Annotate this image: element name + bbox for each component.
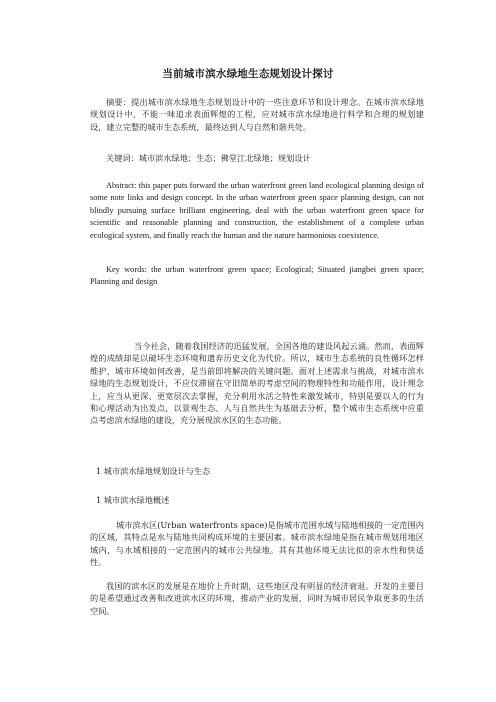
abstract-en: Abstract: this paper puts forward the urban waterfront green land ecological planning design of some note links and design concept. In the urban waterfront green space planning design, can not blindly pursuing surface brilliant engineering, deal with the urban waterfront green space for scientific and reasonable planning and construction, the establishment of a complete urban ecological system, and finally reach the human and the nature harmonious coexistence. xyxy=(90,181,424,240)
keywords-en: Key words: the urban waterfront green space; Ecological; Situated jiangbei green space; Planning and design xyxy=(90,265,424,287)
body-paragraph-1: 城市滨水区(Urban waterfronts space)是指城市范围水域与陆地相接的一定范围内的区域，其特点是水与陆地共同构成环境的主要因素。城市滨水绿地是指在城市规划用地区域内，与水域相接的一定范围内的城市公共绿地。其有其他环境无法比拟的亲水性和快适性。 xyxy=(90,520,424,568)
body-paragraph-2: 我国的滨水区的发展是在地价上升时期，这些地区没有明显的经济衰退。开发的主要目的是希望通过改善和改进滨水区的环境，推动产业的发展，同时为城市居民争取更多的生活空间。 xyxy=(90,581,424,616)
section-heading-1: 1 城市滨水绿地规划设计与生态 xyxy=(96,466,211,476)
intro-paragraph: 当今社会，随着我国经济的迅猛发展，全国各地的建设风起云涌。然而，表面辉煌的成绩却是以破坏生态环境和遗弃历史文化为代价。所以，城市生态系统的良性循环怎样维护，城市环境如何改善，是当前即将解决的关键问题。面对上述需求与挑战，对城市滨水绿地的生态规划设计，不应仅滞留在守旧简单的考虑空间的物理特性和功能作用，设计理念上，应当从更深、更宽层次去掌握，充分利用水活之特性来激发城市，特别是要以人的行为和心理活动为出发点，以景观生态、人与自然共生为基础去分析，整个城市生态系统中应重点考虑滨水绿地的建设，充分展现滨水区的生态功能。 xyxy=(90,341,424,426)
abstract-cn: 摘要：提出城市滨水绿地生态规划设计中的一些注意环节和设计理念。在城市滨水绿地规划设计中，不能一味追求表面辉煌的工程，应对城市滨水绿地进行科学和合理的规划建设，建立完整的城市生态系统，最终达到人与自然和谐共处。 xyxy=(90,97,424,132)
paper-title: 当前城市滨水绿地生态规划设计探讨 xyxy=(162,68,334,80)
section-heading-2: 1 城市滨水绿地概述 xyxy=(96,495,170,505)
keywords-cn: 关键词：城市滨水绿地；生态；佛堂江北绿地；规划设计 xyxy=(106,153,311,163)
